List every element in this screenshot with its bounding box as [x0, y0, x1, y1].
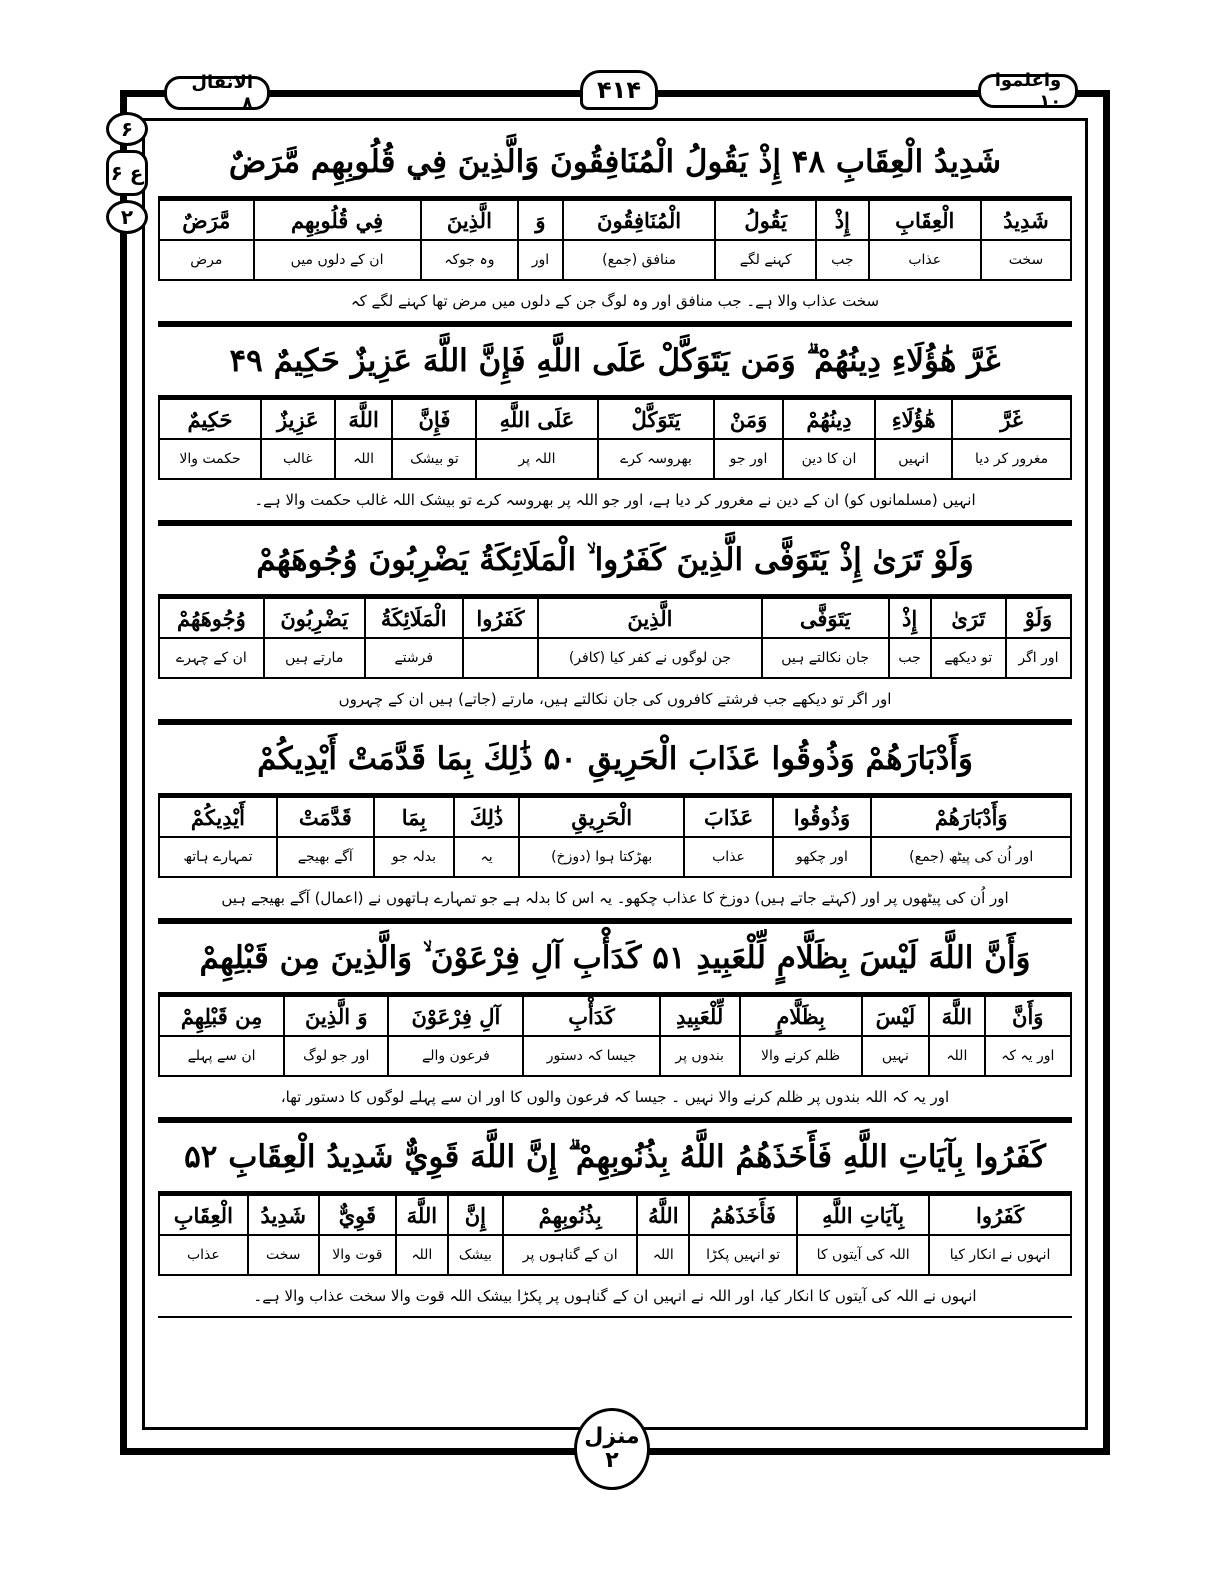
verse-sections — [158, 128, 1072, 1318]
urdu-meaning: تمہارے ہاتھ — [159, 837, 277, 877]
arabic-words-row — [159, 598, 1071, 638]
urdu-meaning: ان کے دلوں میں — [254, 240, 421, 280]
ayah-text: كَفَرُوا بِآيَاتِ اللَّهِ فَأَخَذَهُمُ اللَّهُ بِذُنُوبِهِمْ ۗ إِنَّ اللَّهَ قَوِيٌّ شَدِيدُ الْعِقَابِ ۵۲ — [158, 1123, 1072, 1194]
urdu-meaning: اور اگر — [1006, 638, 1071, 678]
urdu-meaning — [463, 638, 538, 678]
arabic-word: أَيْدِيكُمْ — [159, 797, 277, 837]
urdu-meaning: فرشتے — [365, 638, 463, 678]
arabic-word: فِي قُلُوبِهِم — [254, 200, 421, 240]
arabic-words-row — [159, 200, 1071, 240]
arabic-word: فَإِنَّ — [392, 399, 476, 439]
arabic-word: مَّرَضٌ — [159, 200, 254, 240]
manzil-marker — [574, 1408, 650, 1490]
urdu-meaning: اللہ کی آیتوں کا — [797, 1235, 929, 1275]
urdu-meaning: وہ جوکہ — [421, 240, 519, 280]
urdu-meaning: اللہ — [335, 439, 393, 479]
urdu-meaning: مارتے ہیں — [264, 638, 365, 678]
translation-line: اور اُن کی پیٹھوں پر اور (کہتے جاتے ہیں) دوزخ کا عذاب چکھو۔ یہ اس کا بدلہ ہے جو تمہارے ہاتھوں نے (اعمال) آگے بھیجے ہیں — [158, 878, 1072, 920]
arabic-word: يَقُولُ — [715, 200, 816, 240]
arabic-word: دِينُهُمْ — [783, 399, 876, 439]
urdu-meaning: جان نکالتے ہیں — [762, 638, 889, 678]
arabic-word: عَزِيزٌ — [261, 399, 335, 439]
urdu-meaning: عذاب — [869, 240, 981, 280]
urdu-meaning: آگے بھیجے — [277, 837, 374, 877]
urdu-meanings-row — [159, 240, 1071, 280]
arabic-word: غَرَّ — [952, 399, 1071, 439]
arabic-word: وَأَنَّ — [985, 996, 1072, 1036]
urdu-meaning: مرض — [159, 240, 254, 280]
arabic-words-row — [159, 996, 1071, 1036]
arabic-word: قَدَّمَتْ — [277, 797, 374, 837]
arabic-word: بِظَلَّامٍ — [740, 996, 862, 1036]
arabic-word: هَٰؤُلَاءِ — [875, 399, 952, 439]
word-by-word-table — [158, 995, 1072, 1077]
urdu-meaning: فرعون والے — [388, 1036, 523, 1076]
arabic-word: شَدِيدُ — [248, 1195, 319, 1235]
urdu-meaning: بیشک — [448, 1235, 503, 1275]
urdu-meaning: تو بیشک — [392, 439, 476, 479]
manzil-label: منزل — [584, 1423, 640, 1449]
arabic-word: ذَٰلِكَ — [454, 797, 519, 837]
urdu-meaning: نہیں — [862, 1036, 930, 1076]
word-by-word-table — [158, 1194, 1072, 1276]
urdu-meaning: انہیں — [875, 439, 952, 479]
surah-label: الانفال ۸ — [164, 76, 270, 110]
arabic-word: وَلَوْ — [1006, 598, 1071, 638]
urdu-meaning: بھڑکتا ہوا (دوزخ) — [519, 837, 685, 877]
ayah-text: غَرَّ هَٰؤُلَاءِ دِينُهُمْ ۗ وَمَن يَتَوَكَّلْ عَلَى اللَّهِ فَإِنَّ اللَّهَ عَزِيزٌ حَكِيمٌ ۴۹ — [158, 327, 1072, 398]
ayah-text: وَأَدْبَارَهُمْ وَذُوقُوا عَذَابَ الْحَرِيقِ ۵۰ ذَٰلِكَ بِمَا قَدَّمَتْ أَيْدِيكُمْ — [158, 725, 1072, 796]
urdu-meaning: اور اُن کی پیٹھ (جمع) — [871, 837, 1071, 877]
arabic-word: عَلَى اللَّهِ — [476, 399, 597, 439]
urdu-meaning: اور چکھو — [773, 837, 872, 877]
urdu-meaning: اور جو لوگ — [284, 1036, 388, 1076]
urdu-meaning: حکمت والا — [159, 439, 261, 479]
arabic-word: مِن قَبْلِهِمْ — [159, 996, 284, 1036]
word-by-word-table — [158, 796, 1072, 878]
urdu-meaning: ان کا دین — [783, 439, 876, 479]
ayah-text: وَلَوْ تَرَىٰ إِذْ يَتَوَفَّى الَّذِينَ كَفَرُوا ۙ الْمَلَائِكَةُ يَضْرِبُونَ وُجُوهَهُمْ — [158, 526, 1072, 597]
arabic-word: كَفَرُوا — [463, 598, 538, 638]
urdu-meaning: ان سے پہلے — [159, 1036, 284, 1076]
arabic-word: بِآيَاتِ اللَّهِ — [797, 1195, 929, 1235]
urdu-meaning: قوت والا — [319, 1235, 396, 1275]
arabic-word: الْمَلَائِكَةُ — [365, 598, 463, 638]
ayah-text: شَدِيدُ الْعِقَابِ ۴۸ إِذْ يَقُولُ الْمُنَافِقُونَ وَالَّذِينَ فِي قُلُوبِهِم مَّرَضٌ — [158, 128, 1072, 199]
arabic-word: كَفَرُوا — [929, 1195, 1071, 1235]
arabic-word: وُجُوهَهُمْ — [159, 598, 264, 638]
arabic-word: تَرَىٰ — [931, 598, 1006, 638]
urdu-meaning: اللہ پر — [476, 439, 597, 479]
urdu-meaning: اللہ — [637, 1235, 689, 1275]
verse-section — [158, 1119, 1072, 1318]
verse-section — [158, 323, 1072, 522]
urdu-meaning: عذاب — [159, 1235, 248, 1275]
ruku-marker-top: ۶ — [106, 112, 148, 146]
urdu-meanings-row — [159, 1235, 1071, 1275]
ruku-marker-mid: ع ۶ — [106, 150, 148, 196]
arabic-words-row — [159, 399, 1071, 439]
urdu-meaning: جیسا کہ دستور — [523, 1036, 659, 1076]
arabic-word: وَ — [518, 200, 563, 240]
arabic-word: لِّلْعَبِيدِ — [660, 996, 740, 1036]
word-by-word-table — [158, 597, 1072, 679]
arabic-word: وَ الَّذِينَ — [284, 996, 388, 1036]
urdu-meaning: اللہ — [396, 1235, 448, 1275]
arabic-word: بِمَا — [374, 797, 455, 837]
arabic-word: إِذْ — [889, 598, 931, 638]
urdu-meaning: بدلہ جو — [374, 837, 455, 877]
translation-line: اور یہ کہ اللہ بندوں پر ظلم کرنے والا نہیں ۔ جیسا کہ فرعون والوں کا اور ان سے پہلے لوگوں کا دستور تھا، — [158, 1077, 1072, 1119]
urdu-meaning: سخت — [248, 1235, 319, 1275]
urdu-meaning: تو انہیں پکڑا — [689, 1235, 797, 1275]
arabic-word: يَتَوَكَّلْ — [598, 399, 715, 439]
urdu-meaning: جن لوگوں نے کفر کیا (کافر) — [538, 638, 761, 678]
arabic-word: اللَّهُ — [637, 1195, 689, 1235]
urdu-meaning: جب — [889, 638, 931, 678]
verse-section — [158, 522, 1072, 721]
arabic-word: وَذُوقُوا — [773, 797, 872, 837]
arabic-word: بِذُنُوبِهِمْ — [503, 1195, 637, 1235]
arabic-word: حَكِيمٌ — [159, 399, 261, 439]
arabic-word: اللَّهَ — [396, 1195, 448, 1235]
urdu-meanings-row — [159, 837, 1071, 877]
arabic-word: الْحَرِيقِ — [519, 797, 685, 837]
arabic-word: كَدَأْبِ — [523, 996, 659, 1036]
urdu-meaning: اللہ — [929, 1036, 984, 1076]
arabic-word: قَوِيٌّ — [319, 1195, 396, 1235]
urdu-meaning: تو دیکھے — [931, 638, 1006, 678]
arabic-word: عَذَابَ — [684, 797, 772, 837]
verse-section — [158, 721, 1072, 920]
urdu-meaning: ان کے گناہوں پر — [503, 1235, 637, 1275]
urdu-meaning: اور — [518, 240, 563, 280]
word-by-word-table — [158, 199, 1072, 281]
arabic-word: يَضْرِبُونَ — [264, 598, 365, 638]
translation-line: انہوں نے اللہ کی آیتوں کا انکار کیا، اور اللہ نے انہیں ان کے گناہوں پر پکڑا بیشک اللہ قوت والا سخت عذاب والا ہے۔ — [158, 1276, 1072, 1318]
urdu-meaning: غالب — [261, 439, 335, 479]
arabic-word: اللَّهَ — [929, 996, 984, 1036]
arabic-word: اللَّهَ — [335, 399, 393, 439]
verse-section — [158, 920, 1072, 1119]
para-label: واعلموا ۱۰ — [978, 74, 1078, 108]
urdu-meaning: انہوں نے انکار کیا — [929, 1235, 1071, 1275]
urdu-meaning: یہ — [454, 837, 519, 877]
urdu-meanings-row — [159, 1036, 1071, 1076]
urdu-meaning: کہنے لگے — [715, 240, 816, 280]
urdu-meaning: ظلم کرنے والا — [740, 1036, 862, 1076]
urdu-meanings-row — [159, 439, 1071, 479]
urdu-meaning: منافق (جمع) — [563, 240, 716, 280]
arabic-word: شَدِيدُ — [981, 200, 1071, 240]
urdu-meaning: بندوں پر — [660, 1036, 740, 1076]
arabic-word: لَيْسَ — [862, 996, 930, 1036]
arabic-word: وَأَدْبَارَهُمْ — [871, 797, 1071, 837]
arabic-word: الَّذِينَ — [538, 598, 761, 638]
translation-line: اور اگر تو دیکھے جب فرشتے کافروں کی جان نکالتے ہیں، مارتے (جاتے) ہیں ان کے چہروں — [158, 679, 1072, 721]
urdu-meaning: بھروسہ کرے — [598, 439, 715, 479]
arabic-word: الْعِقَابِ — [159, 1195, 248, 1235]
arabic-words-row — [159, 1195, 1071, 1235]
arabic-word: إِنَّ — [448, 1195, 503, 1235]
ayah-text: وَأَنَّ اللَّهَ لَيْسَ بِظَلَّامٍ لِّلْعَبِيدِ ۵۱ كَدَأْبِ آلِ فِرْعَوْنَ ۙ وَالَّذِينَ مِن قَبْلِهِمْ — [158, 924, 1072, 995]
arabic-word: الْعِقَابِ — [869, 200, 981, 240]
urdu-meaning: ان کے چہرے — [159, 638, 264, 678]
translation-line: انہیں (مسلمانوں کو) ان کے دین نے مغرور کر دیا ہے، اور جو اللہ پر بھروسہ کرے تو بیشک اللہ غالب حکمت والا ہے۔ — [158, 480, 1072, 522]
arabic-word: يَتَوَفَّى — [762, 598, 889, 638]
arabic-words-row — [159, 797, 1071, 837]
urdu-meaning: مغرور کر دیا — [952, 439, 1071, 479]
urdu-meaning: عذاب — [684, 837, 772, 877]
arabic-word: إِذْ — [816, 200, 869, 240]
arabic-word: فَأَخَذَهُمُ — [689, 1195, 797, 1235]
arabic-word: الَّذِينَ — [421, 200, 519, 240]
urdu-meaning: جب — [816, 240, 869, 280]
arabic-word: الْمُنَافِقُونَ — [563, 200, 716, 240]
verse-section — [158, 128, 1072, 323]
urdu-meaning: سخت — [981, 240, 1071, 280]
page-number: ۴۱۴ — [580, 70, 658, 110]
manzil-number: ۲ — [605, 1448, 619, 1473]
arabic-word: آلِ فِرْعَوْنَ — [388, 996, 523, 1036]
word-by-word-table — [158, 398, 1072, 480]
urdu-meaning: اور جو — [714, 439, 782, 479]
urdu-meaning: اور یہ کہ — [985, 1036, 1072, 1076]
translation-line: سخت عذاب والا ہے۔ جب منافق اور وہ لوگ جن کے دلوں میں مرض تھا کہنے لگے کہ — [158, 281, 1072, 323]
arabic-word: وَمَنْ — [714, 399, 782, 439]
ruku-marker-bottom: ۲ — [106, 200, 148, 234]
urdu-meanings-row — [159, 638, 1071, 678]
